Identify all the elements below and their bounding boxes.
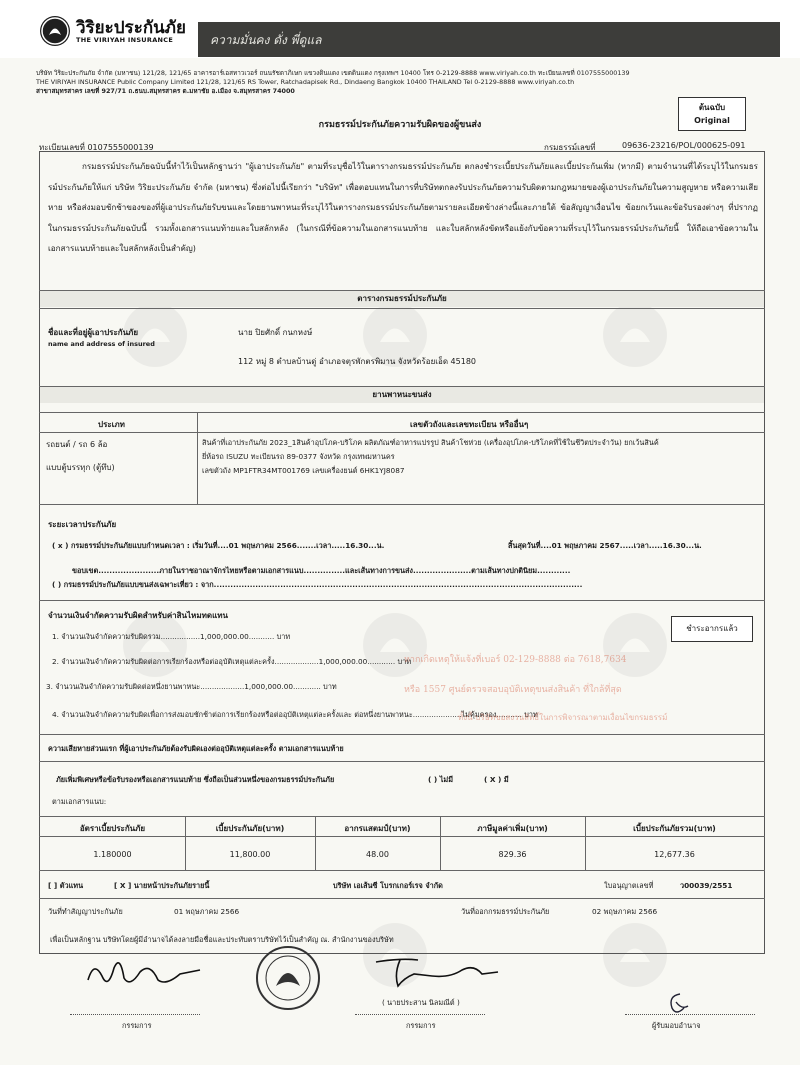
- limit-line-4: 4. จำนวนเงินจำกัดความรับผิดเพื่อการส่งมอบชักช้าต่อการเรียกร้องหรือต่ออุบัติเหตุแต่ละครั้งและ ต่อหนึ่งยานพาหนะ.....................ไม่คุ้มครอง........... บาท: [52, 710, 538, 719]
- insured-label: ชื่อและที่อยู่ผู้เอาประกันภัย: [48, 328, 139, 337]
- premium-value-premium: 11,800.00: [229, 850, 271, 859]
- issue-date: 02 พฤษภาคม 2566: [592, 907, 658, 916]
- endorsement-text: ภัยเพิ่มพิเศษหรือข้อรับรองหรือเอกสารแนบท้าย ซึ่งถือเป็นส่วนหนึ่งของกรมธรรม์ประกันภัย: [56, 775, 335, 784]
- policy-title: กรมธรรม์ประกันภัยความรับผิดของผู้ขนส่ง: [318, 120, 482, 130]
- license-label: ใบอนุญาตเลขที่: [604, 881, 654, 890]
- policy-number-label: กรมธรรม์เลขที่: [544, 143, 596, 152]
- premium-header-vat: ภาษีมูลค่าเพิ่ม(บาท): [477, 824, 548, 833]
- registration-number: ทะเบียนเลขที่ 0107555000139: [39, 143, 154, 152]
- branch-address: สาขาสมุทรสาคร เลขที่ 927/71 ถ.ธนบ.สมุทรสาคร ต.มหาชัย อ.เมือง จ.สมุทรสาคร 74000: [36, 87, 295, 95]
- license-number: ว00039/2551: [680, 881, 733, 890]
- vehicle-detail-plate: ยี่ห้อรถ ISUZU ทะเบียนรถ 89-0377 จังหวัด กรุงเทพมหานคร: [202, 452, 395, 461]
- premium-header-rate: อัตราเบี้ยประกันภัย: [79, 824, 146, 833]
- premium-value-stamp: 48.00: [366, 850, 389, 859]
- claim-notice-line-1: หากเกิดเหตุให้แจ้งที่เบอร์ 02-129-8888 ต่อ 7618,7634: [404, 655, 627, 665]
- schedule-title: ตารางกรมธรรม์ประกันภัย: [40, 291, 764, 307]
- limits-title: จำนวนเงินจำกัดความรับผิดสำหรับค่าสินไหมทดแทน: [48, 611, 228, 620]
- premium-header-premium: เบี้ยประกันภัย(บาท): [215, 824, 285, 833]
- original-label-en: Original: [694, 116, 730, 125]
- vehicle-details-header: เลขตัวถังและเลขทะเบียน หรืออื่นๆ: [410, 420, 529, 429]
- claim-notice-line-2: หรือ 1557 ศูนย์ตรวจสอบอุบัติเหตุขนส่งสินค้า ที่ใกล้ที่สุด: [404, 685, 622, 695]
- slogan-band: [198, 22, 780, 57]
- director-signature-2: [370, 948, 510, 993]
- authorized-person-title: ผู้รับมอบอำนาจ: [652, 1021, 701, 1030]
- deductible-text: ความเสียหายส่วนแรก ที่ผู้เอาประกันภัยต้องรับผิดเองต่ออุบัติเหตุแต่ละครั้ง ตามเอกสารแนบท้าย: [48, 744, 344, 753]
- insured-address: 112 หมู่ 8 ตำบลบ้านดู่ อำเภอจตุรพักตรพิมาน จังหวัดร้อยเอ็ด 45180: [238, 357, 476, 366]
- logo-english-text: THE VIRIYAH INSURANCE: [76, 36, 174, 44]
- period-line-3: ( ) กรมธรรม์ประกันภัยแบบขนส่งเฉพาะเที่ยว : จาก.....................................................................................................................................: [52, 580, 583, 589]
- director-title-2: กรรมการ: [406, 1021, 436, 1030]
- vehicle-detail-goods: สินค้าที่เอาประกันภัย 2023_1สินค้าอุปโภค-บริโภค ผลิตภัณฑ์อาหารแปรรูป สินค้าโชห่วย (เครื่องอุปโภค-บริโภคที่ใช้ในชีวิตประจำวัน) ยกเว้นสินค้: [202, 438, 659, 447]
- premium-value-total: 12,677.36: [654, 850, 695, 859]
- broker-company: บริษัท เอเส้นซี โบรกเกอร์เรจ จำกัด: [333, 881, 443, 890]
- company-seal: [254, 944, 322, 1012]
- company-logo: [40, 14, 200, 52]
- address-english: THE VIRIYAH INSURANCE Public Company Limited 121/28, 121/65 RS Tower, Ratchadapisek Rd., Dindaeng Bangkok 10400 THAILAND Tel 0-2129-8888 www.viriyah.co.th: [36, 78, 575, 86]
- policy-number: 09636-23216/POL/000625-091: [622, 141, 746, 150]
- limit-line-1: 1. จำนวนเงินจำกัดความรับผิดรวม.................1,000,000.00........... บาท: [52, 632, 291, 641]
- vehicle-type-2: แบบตู้บรรทุก (ตู้ทึบ): [46, 463, 115, 472]
- intro-text: กรมธรรม์ประกันภัยฉบับนี้ทำไว้เป็นหลักฐานว่า "ผู้เอาประกันภัย" ตามที่ระบุชื่อไว้ในตารางกรมธรรม์ประกันภัย ตกลงชำระเบี้ยประกันภัยและเบี้ยประกันเพิ่ม (หากมี) ตามจำนวนที่ได้ระบุไว้ในกรมธรรม์ประกันภัยให้แก่ บริษัท วิริยะประกันภัย จำกัด (มหาชน) ซึ่งต่อไปนี้เรียกว่า "บริษัท" เพื่อตอบแทนในการที่บริษัทตกลงรับประกันภัยความรับผิดตามกฎหมายของผู้เอาประกันภัยในความสูญหาย หรือความเสียหาย หรือส่งมอบชักช้าของของที่ผู้เอาประกันภัยรับขนและโดยยานพาหนะที่ระบุไว้ในตารางกรมธรรม์ประกันภัยตามรายละเอียดข้างล่างนี้และภายใต้ ข้อสัญญาเงื่อนไข ข้อยกเว้นและข้อรับรองต่างๆ ที่ปรากฏในกรมธรรม์ประกันภัยฉบับนี้ รวมทั้งเอกสารแนบท้ายและใบสลักหลัง (ในกรณีที่ข้อความในเอกสารแนบท้าย และใบสลักหลังขัดหรือแย้งกับข้อความที่ระบุไว้ในกรมธรรม์ประกันภัยนี้ ให้ถือเอาข้อความในเอกสารแนบท้ายและใบสลักหลังเป็นสำคัญ): [48, 161, 758, 253]
- witness-statement: เพื่อเป็นหลักฐาน บริษัทโดยผู้มีอำนาจได้ลงลายมือชื่อและประทับตราบริษัทไว้เป็นสำคัญ ณ. สำนักงานของบริษัท: [50, 935, 394, 944]
- contract-date: 01 พฤษภาคม 2566: [174, 907, 240, 916]
- period-line-1: ( x ) กรมธรรม์ประกันภัยแบบกำหนดเวลา : เริ่มวันที่....01 พฤษภาคม 2566.......เวลา.....16.30...น.: [52, 541, 385, 550]
- original-label-th: ต้นฉบับ: [698, 103, 726, 112]
- stamp-duty-paid-box: ชำระอากรแล้ว: [671, 616, 753, 642]
- period-line-2: ขอบเขต......................ภายในราชอาณาจักรไทยหรือตามเอกสารแนบ...............และเส้นทางการขนส่ง.....................ตามเส้นทางปกตินิยม............: [72, 566, 571, 575]
- director-title-1: กรรมการ: [122, 1021, 152, 1030]
- viriyah-logo-icon: [40, 16, 70, 46]
- insured-label-en: name and address of insured: [48, 340, 155, 348]
- period-title: ระยะเวลาประกันภัย: [48, 520, 117, 529]
- vehicle-section-title: ยานพาหนะขนส่ง: [40, 387, 764, 403]
- broker-checkbox: [ X ] นายหน้าประกันภัยรายนี้: [114, 881, 210, 890]
- period-line-1-end: สิ้นสุดวันที่....01 พฤษภาคม 2567.....เวลา.....16.30...น.: [508, 541, 702, 550]
- premium-value-rate: 1.180000: [93, 850, 132, 859]
- premium-value-vat: 829.36: [498, 850, 527, 859]
- intro-paragraph: [48, 156, 758, 259]
- vehicle-type-1: รถยนต์ / รถ 6 ล้อ: [46, 440, 108, 449]
- signer-name: ( นายประสาน นิลมณีต์ ): [382, 998, 460, 1007]
- limit-line-3: 3. จำนวนเงินจำกัดความรับผิดต่อหนึ่งยานพาหนะ...................1,000,000.00............ บาท: [46, 682, 337, 691]
- issue-date-label: วันที่ออกกรมธรรม์ประกันภัย: [461, 907, 550, 916]
- vehicle-type-header: ประเภท: [98, 420, 125, 429]
- contract-date-label: วันที่ทำสัญญาประกันภัย: [48, 907, 123, 916]
- endorsement-attach: ตามเอกสารแนบ:: [52, 797, 107, 806]
- slogan-text: ความมั่นคง ดั่ง พี่ดูแล: [210, 33, 322, 47]
- limit-line-2: 2. จำนวนเงินจำกัดความรับผิดต่อการเรียกร้องหรือต่ออุบัติเหตุแต่ละครั้ง...................1,000,000.00............ บาท: [52, 657, 412, 666]
- claim-notice-line-3: ทั้งนี้ บริษัทขอสงวนสิทธิ์ในการพิจารณาตามเงื่อนไขกรมธรรม์: [458, 713, 668, 722]
- endorsement-yes: ( X ) มี: [484, 775, 509, 784]
- agent-checkbox: [ ] ตัวแทน: [48, 881, 84, 890]
- logo-thai-text: วิริยะประกันภัย: [76, 18, 186, 38]
- insured-name: นาย ปิยศักดิ์ กนกหงษ์: [238, 328, 313, 337]
- vehicle-detail-chassis: เลขตัวถัง MP1FTR34MT001769 เลขเครื่องยนต์ 6HK1YJ8087: [202, 466, 405, 475]
- director-signature-1: [80, 950, 210, 995]
- endorsement-none: ( ) ไม่มี: [428, 775, 454, 784]
- premium-header-stamp: อากรแสตมป์(บาท): [344, 824, 411, 833]
- premium-header-total: เบี้ยประกันภัยรวม(บาท): [633, 824, 716, 833]
- address-thai: บริษัท วิริยะประกันภัย จำกัด (มหาชน) 121/28, 121/65 อาคารอาร์เอสทาวเวอร์ ถนนรัชดาภิเษก แขวงดินแดง เขตดินแดง กรุงเทพฯ 10400 โทร 0-2129-8888 www.viriyah.co.th ทะเบียนเลขที่ 0107555000139: [36, 69, 630, 77]
